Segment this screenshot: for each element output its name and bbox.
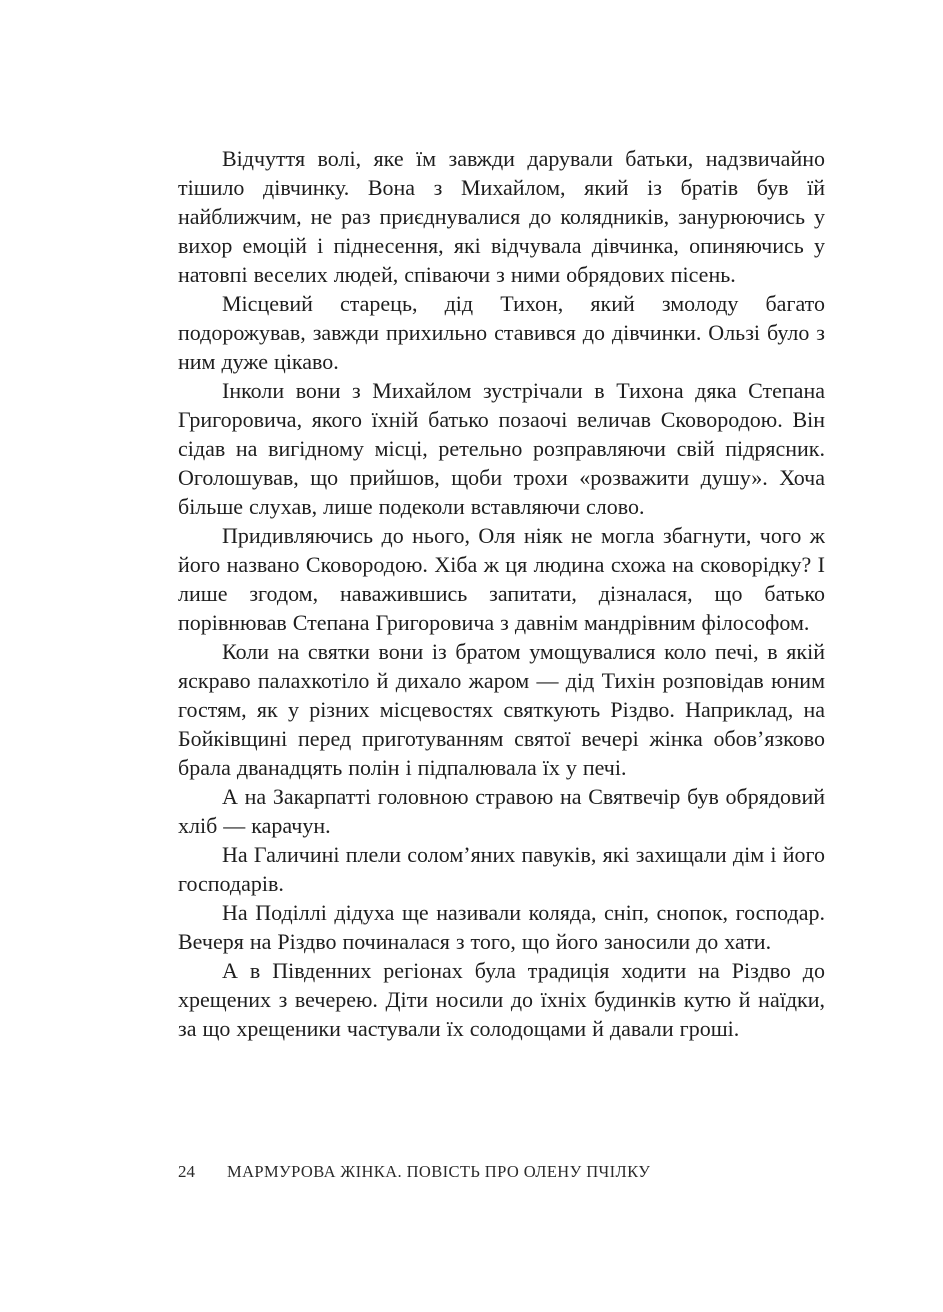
paragraph: Коли на святки вони із братом умощувалися коло печі, в якій яскраво палахкотіло й дихало жаром — дід Тихін розповідав юним гостям, як у різних місцевостях святкують Різдво. Наприклад, на Бойківщині перед приготуванням святої вечері жінка обов’язково брала дванадцять полін і підпалювала їх у печі. — [178, 639, 825, 780]
paragraph: На Галичині плели солом’яних павуків, які захищали дім і його господарів. — [178, 842, 825, 896]
paragraph: Місцевий старець, дід Тихон, який змолоду багато подорожував, завжди прихильно ставився до дівчинки. Ользі було з ним дуже цікаво. — [178, 291, 825, 374]
paragraph: Інколи вони з Михайлом зустрічали в Тихона дяка Степана Григоровича, якого їхній батько позаочі величав Сковородою. Він сідав на вигідному місці, ретельно розправляючи свій підрясник. Оголошував, що прийшов, щоби трохи «розважити душу». Хоча більше слухав, лише подеколи вставляючи слово. — [178, 378, 825, 519]
paragraph: А в Південних регіонах була традиція ходити на Різдво до хрещених з вечерею. Діти носили до їхніх будинків кутю й наїдки, за що хрещеники частували їх солодощами й давали гроші. — [178, 958, 825, 1041]
page-footer — [178, 1162, 825, 1182]
page-number: 24 — [178, 1162, 195, 1181]
body-text — [178, 144, 825, 1043]
paragraph: А на Закарпатті головною стравою на Святвечір був обрядовий хліб — карачун. — [178, 784, 825, 838]
paragraph: Відчуття волі, яке їм завжди дарували батьки, надзвичайно тішило дівчинку. Вона з Михайлом, який із братів був їй найближчим, не раз приєднувалися до колядників, занурюючись у вихор емоцій і піднесення, які відчувала дівчинка, опиняючись у натовпі веселих людей, співаючи з ними обрядових пісень. — [178, 146, 825, 287]
running-title: МАРМУРОВА ЖІНКА. ПОВІСТЬ ПРО ОЛЕНУ ПЧІЛКУ — [227, 1162, 651, 1181]
paragraph: Придивляючись до нього, Оля ніяк не могла збагнути, чого ж його названо Сковородою. Хіба ж ця людина схожа на сковорідку? І лише згодом, наважившись запитати, дізналася, що батько порівнював Степана Григоровича з давнім мандрівним філософом. — [178, 523, 825, 635]
paragraph: На Поділлі дідуха ще називали коляда, сніп, снопок, господар. Вечеря на Різдво починалася з того, що його заносили до хати. — [178, 900, 825, 954]
